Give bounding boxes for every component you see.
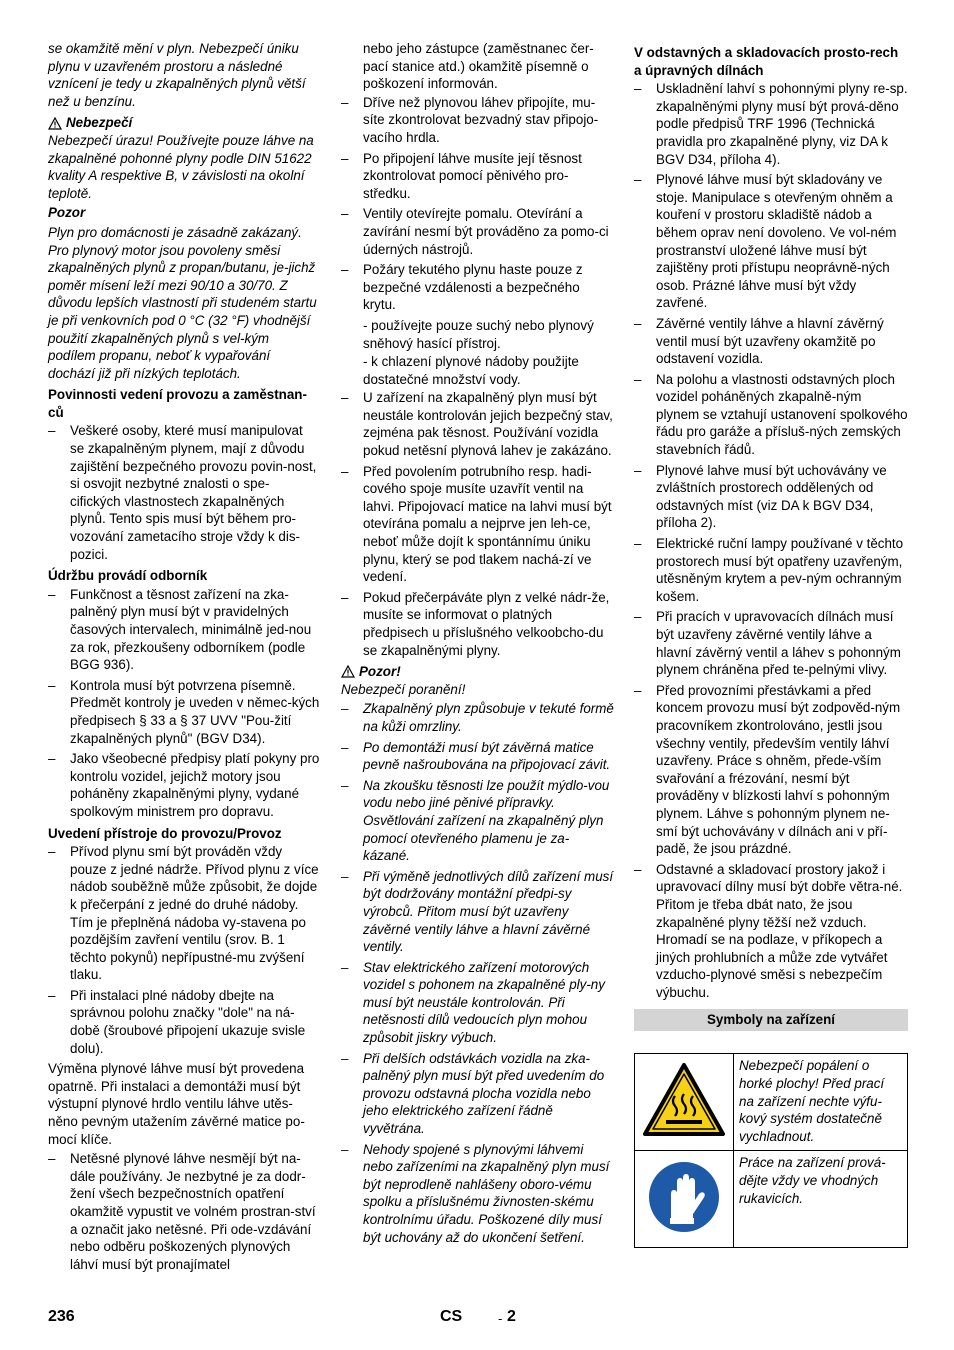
column-middle [341,40,615,1249]
section-heading: Údržbu provádí odborník [48,568,208,584]
warning-label: Nebezpečí [66,115,133,131]
list-item: – Požáry tekutého plynu haste pouze z bezpečné vzdálenosti a bezpečného krytu. [341,261,615,314]
list-item: – Plynové láhve musí být skladovány ve stoje. Manipulace s otevřeným ohněm a kouření v prostoru skladiště nádob a během oprav není dovoleno. Ve vol-ném prostranství uložené láhve musí být zajištěny proti přístupu neoprávně-ných osob. Prázné láhve musí být vždy zavřené. [634,171,908,312]
bullet-list [341,389,615,659]
symbol-description: Práce na zařízení prová-dějte vždy ve vhodných rukavicích. [734,1151,908,1248]
sub-note: - k chlazení plynové nádoby použijte dostatečné množství vody. [363,354,579,387]
paragraph: Plyn pro domácnosti je zásadně zakázaný. Pro plynový motor jsou povoleny směsi zkapalněných plynů z propan/butanu, je-jichž poměr mísení leží mezi 90/10 a 30/70. Z důvodu lepších vlastností při studeném startu je při venkovních pod 0 °C (32 °F) vhodnější použití zkapalněných plynů s vel-kým podílem propanu, neboť k vypařování dochází již při nízkých teplotách. [48,224,317,381]
list-item: – Netěsné plynové láhve nesmějí být na-dále používány. Je nezbytné je za dodr-žení všech bezpečnostních opatření okamžitě vypustit ve volném prostran-ství a označit jako netěsné. Při ode-vzdávání nebo odběru poškozených plynových láhví musí být pronajímatel [48,1150,320,1273]
bullet-list [634,80,908,1001]
list-item: – Přívod plynu smí být prováděn vždy pouze z jedné nádrže. Přívod plynu z více nádob souběžně může způsobit, že dojde k přečerpání z jedné do druhé nádoby. Tím je přeplněná nádoba vy-stavena po pozdějším zavření ventilu (srov. B. 1 těchto pokynů) nepřípustné-mu zvýšení tlaku. [48,843,320,984]
list-item: – Uskladnění lahví s pohonnými plyny re-sp. zkapalněnými plyny musí být prová-děno podle předpisů TRF 1996 (Technická pravidla pro zkapalněné plyny, viz DA k BGV D34, příloha 4). [634,80,908,168]
section-heading: Povinnosti vedení provozu a zaměstnan-ců [48,387,307,420]
table-row [635,1054,908,1151]
list-item: – Před povolením potrubního resp. hadi-cového spoje musíte uzavřít ventil na lahvi. Připojovací matice na lahvi musí být otevírána pomalu a nejprve jen leh-ce, neboť může dojít k spontánnímu úniku plynu, který se pod tlakem nachá-zí ve vedení. [341,463,615,586]
list-item: – Kontrola musí být potvrzena písemně. Předmět kontroly je uveden v němec-kých předpisech § 33 a § 37 UVV "Pou-žití zkapalněných plynů" (BGV D34). [48,677,320,747]
section-number: 2 [507,1308,516,1325]
list-item: – Na polohu a vlastnosti odstavných ploch vozidel poháněných zkapalně-ným plynem se vztahují ustanovení spolkového řádu pro garáže a přísluš-ných zemských stavebních řádů. [634,371,908,459]
bullet-list [48,422,320,563]
column-left [48,40,320,1276]
list-item: – Po připojení láhve musíte její těsnost zkontrolovat pomocí pěnivého pro-středku. [341,150,615,203]
warning-heading [48,114,320,132]
list-item: – Na zkoušku těsnosti lze použít mýdlo-vou vodu nebo jiné pěnivé přípravky. Osvětlování zařízení na zkapalněný plyn pomocí otevřeného plamenu je za-kázané. [341,777,615,865]
warning-text: Nebezpečí poranění! [341,681,466,697]
section-heading: Uvedení přístroje do provozu/Provoz [48,825,282,841]
sub-note: - používejte pouze suchý nebo plynový sněhový hasící přístroj. [363,317,594,351]
continued-text: nebo jeho zástupce (zaměstnanec čer-pací stanice atd.) okamžitě písemně o poškození informován. [363,41,594,92]
hot-surface-warning-icon [642,1062,726,1138]
bullet-list [48,1150,320,1273]
list-item: – Nehody spojené s plynovými láhvemi nebo zařízeními na zkapalněný plyn musí být neprodleně nahlášeny oboro-vému spolku a příslušnému živnosten-skému kontrolnímu úřadu. Poškozené díly musí být uchovány až do ukončení šetření. [341,1141,615,1247]
list-item: – Před provozními přestávkami a před koncem provozu musí být zodpověd-ným pracovníkem zkontrolováno, jestli jsou všechny ventily, především ventily láhví uzavřeny. Práce s ohněm, přede-vším svařování a frézování, nesmí být prováděny v blízkosti lahví s pohonným plynem. Láhve s pohonným plynem ne-smí být uchovávány v dílnách ani v pří-padě, že jsou prázdné. [634,682,908,858]
symbol-description: Nebezpečí popálení o horké plochy! Před prací na zařízení nechte výfu-kový systém dostatečně vychladnout. [734,1054,908,1151]
list-item: – Dříve než plynovou láhev připojíte, mu-síte zkontrolovat bezvadný stav připojo-vacího hrdla. [341,94,615,147]
language-code: CS [440,1308,463,1325]
bullet-list [48,843,320,1057]
symbol-cell [635,1054,734,1151]
list-item: – Při instalaci plné nádoby dbejte na správnou polohu značky "dole" na ná-době (šroubové připojení ukazuje svisle dolu). [48,987,320,1057]
list-item: – Odstavné a skladovací prostory jakož i upravovací dílny musí být dobře větra-né. Přitom je třeba dbát nato, že jsou zkapalněné plyny těžší než vzduch. Hromadí se na podlaze, v příkopech a jiných prohlubních a může zde vytvářet vzducho-plynové směsi s nebezpečím výbuchu. [634,861,908,1002]
gloves-mandatory-icon [647,1160,721,1234]
list-item: – Jako všeobecné předpisy platí pokyny pro kontrolu vozidel, jejichž motory jsou poháněny zkapalněnými plyny, vydané spolkovým ministrem pro dopravu. [48,750,320,820]
caution-label: Pozor [48,205,86,221]
warning-triangle-icon [341,665,355,678]
list-item: – Plynové lahve musí být uchovávány ve zvláštních prostorech oddělených od odstavných míst (viz DA k BGV D34, příloha 2). [634,462,908,532]
paragraph: Nebezpečí úrazu! Používejte pouze láhve na zkapalněné pohonné plyny podle DIN 51622 kvality A respektive B, v závislosti na okolní teplotě. [48,132,314,201]
warning-label: Pozor! [359,664,401,680]
warning-triangle-icon [48,117,62,130]
list-item: – Funkčnost a těsnost zařízení na zka-palněný plyn musí být v pravidelných časových intervalech, minimálně jed-nou za rok, přezkoušeny odborníkem (podle BGG 936). [48,586,320,674]
list-item: – Závěrné ventily láhve a hlavní závěrný ventil musí být uzavřeny okamžitě po odstavení vozidla. [634,315,908,368]
list-item: – Veškeré osoby, které musí manipulovat se zkapalněným plynem, mají z důvodu zajištění bezpečného provozu povin-nost, si osvojit nezbytné znalosti o spe-cifických vlastnostech zkapalněných plynů. Tento spis musí být během pro-vozování zametacího stroje vždy k dis-pozici. [48,422,320,563]
warning-heading [341,663,615,681]
list-item: – Po demontáži musí být závěrná matice pevně našroubována na připojovací závit. [341,739,615,774]
symbol-cell [635,1151,734,1248]
list-item: – U zařízení na zkapalněný plyn musí být neustále kontrolován jejich bezpečný stav, zejména pak těsnost. Používání vozidla pokud netěsní plynová lahev je zakázáno. [341,389,615,459]
list-item: – Při pracích v upravovacích dílnách musí být uzavřeny závěrné ventily láhve a hlavní závěrný ventil a láhev s pohonným plynem chráněna před te-pelnými vlivy. [634,608,908,678]
bullet-list [341,700,615,1246]
list-item: – Při delších odstávkách vozidla na zka-palněný plyn musí být před uvedením do provozu odstavná plocha vozidla nebo jeho elektrického zařízení řádně vyvětrána. [341,1050,615,1138]
section-heading: V odstavných a skladovacích prosto-rech a úpravných dílnách [634,45,899,78]
symbols-table [634,1053,908,1248]
table-row [635,1151,908,1248]
list-item: – Zkapalněný plyn způsobuje v tekuté formě na kůži omrzliny. [341,700,615,735]
paragraph: Výměna plynové láhve musí být provedena opatrně. Při instalaci a demontáži musí být výstupní plynové hrdlo ventilu láhve utěs-něno pevným utažením závěrné matice po-mocí klíče. [48,1061,305,1147]
column-right [634,40,908,1248]
list-item: – Elektrické ruční lampy používané v těchto prostorech musí být opatřeny uzavřeným, utěsněným krytem a pev-ným ochranným košem. [634,535,908,605]
paragraph: se okamžitě mění v plyn. Nebezpečí úniku plynu v uzavřeném prostoru a následné vznícení je tedy u zkapalněných plynů větší než u benzínu. [48,41,306,109]
list-item: – Ventily otevírejte pomalu. Otevírání a zavírání nesmí být prováděno za pomo-ci úderných nástrojů. [341,205,615,258]
section-band-title: Symboly na zařízení [634,1009,908,1031]
list-item: – Při výměně jednotlivých dílů zařízení musí být dodržovány montážní předpi-sy výrobců. Přitom musí být uzavřeny závěrné ventily láhve a hlavní závěrné ventily. [341,868,615,956]
list-item: – Stav elektrického zařízení motorových vozidel s pohonem na zkapalněné ply-ny musí být neustále kontrolován. Při netěsnosti dílů vedoucích plyn mohou způsobit jiskry výbuch. [341,959,615,1047]
list-item: – Pokud přečerpáváte plyn z velké nádr-že, musíte se informovat o platných předpisech u příslušného velkoobcho-du se zkapalněnými plyny. [341,589,615,659]
bullet-list [48,586,320,821]
separator: - [498,1311,503,1326]
bullet-list [341,94,615,314]
page-number: 236 [48,1308,75,1325]
